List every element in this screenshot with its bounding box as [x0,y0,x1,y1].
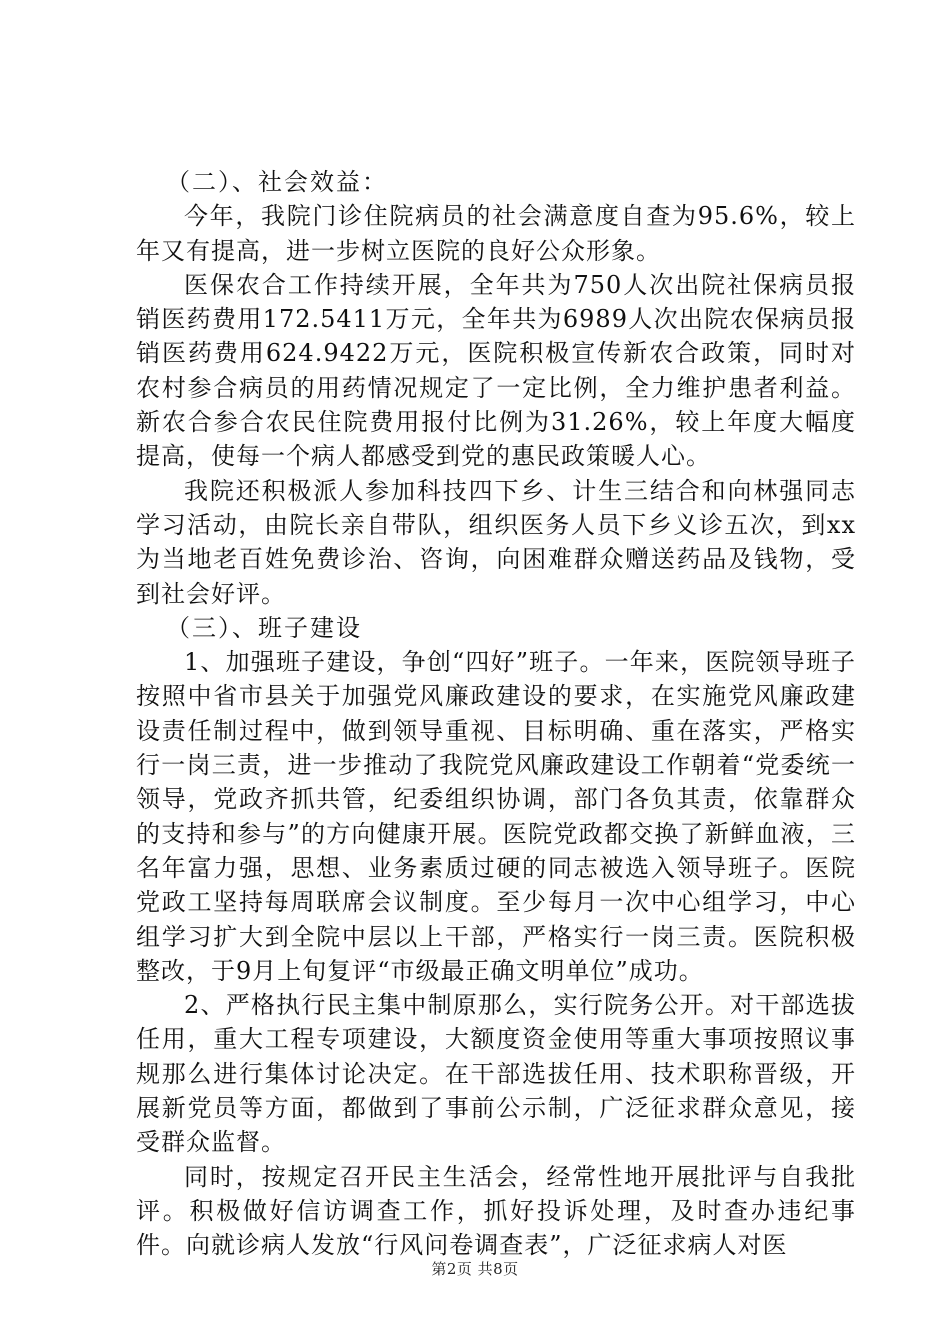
paragraph-medical-insurance: 医保农合工作持续开展，全年共为750人次出院社保病员报销医药费用172.5411万元，全年共为6989人次出院农保病员报销医药费用624.9422万元，医院积极宣传新农合政策，同时对农村参合病员的用药情况规定了一定比例，全力维护患者利益。新农合参合农民住院费用报付比例为31.26%，较上年度大幅度提高，使每一个病人都感受到党的惠民政策暖人心。 [136,270,856,471]
page-number-footer: 第2页 共8页 [431,1260,519,1278]
section-heading-social-benefits: （二）、社会效益： [166,168,388,196]
paragraph-outreach: 我院还积极派人参加科技四下乡、计生三结合和向林强同志学习活动，由院长亲自带队，组织医务人员下乡义诊五次，到xx为当地老百姓免费诊治、咨询，向困难群众赠送药品及钱物，受到社会好评。 [136,476,856,608]
paragraph-democratic-life: 同时，按规定召开民主生活会，经常性地开展批评与自我批评。积极做好信访调查工作，抓好投诉处理，及时查办违纪事件。向就诊病人发放“行风问卷调查表”，广泛征求病人对医 [136,1162,856,1260]
section-heading-team-building: （三）、班子建设 [166,613,362,642]
paragraph-satisfaction: 今年，我院门诊住院病员的社会满意度自查为95.6%，较上年又有提高，进一步树立医院的良好公众形象。 [136,202,856,265]
paragraph-team-building: 1、加强班子建设，争创“四好”班子。一年来，医院领导班子按照中省市县关于加强党风廉政建设的要求，在实施党风廉政建设责任制过程中，做到领导重视、目标明确、重在落实，严格实行一岗三责，进一步推动了我院党风廉政建设工作朝着“党委统一领导，党政齐抓共管，纪委组织协调，部门各负其责，依靠群众的支持和参与”的方向健康开展。医院党政都交换了新鲜血液，三名年富力强，思想、业务素质过硬的同志被选入领导班子。医院党政工坚持每周联席会议制度。至少每月一次中心组学习，中心组学习扩大到全院中层以上干部，严格实行一岗三责。医院积极整改，于9月上旬复评“市级最正确文明单位”成功。 [136,648,856,985]
paragraph-democratic-centralism: 2、严格执行民主集中制原那么，实行院务公开。对干部选拔任用，重大工程专项建设，大额度资金使用等重大事项按照议事规那么进行集体讨论决定。在干部选拔任用、技术职称晋级，开展新党员等方面，都做到了事前公示制，广泛征求群众意见，接受群众监督。 [136,991,856,1157]
document-body [136,165,856,1263]
